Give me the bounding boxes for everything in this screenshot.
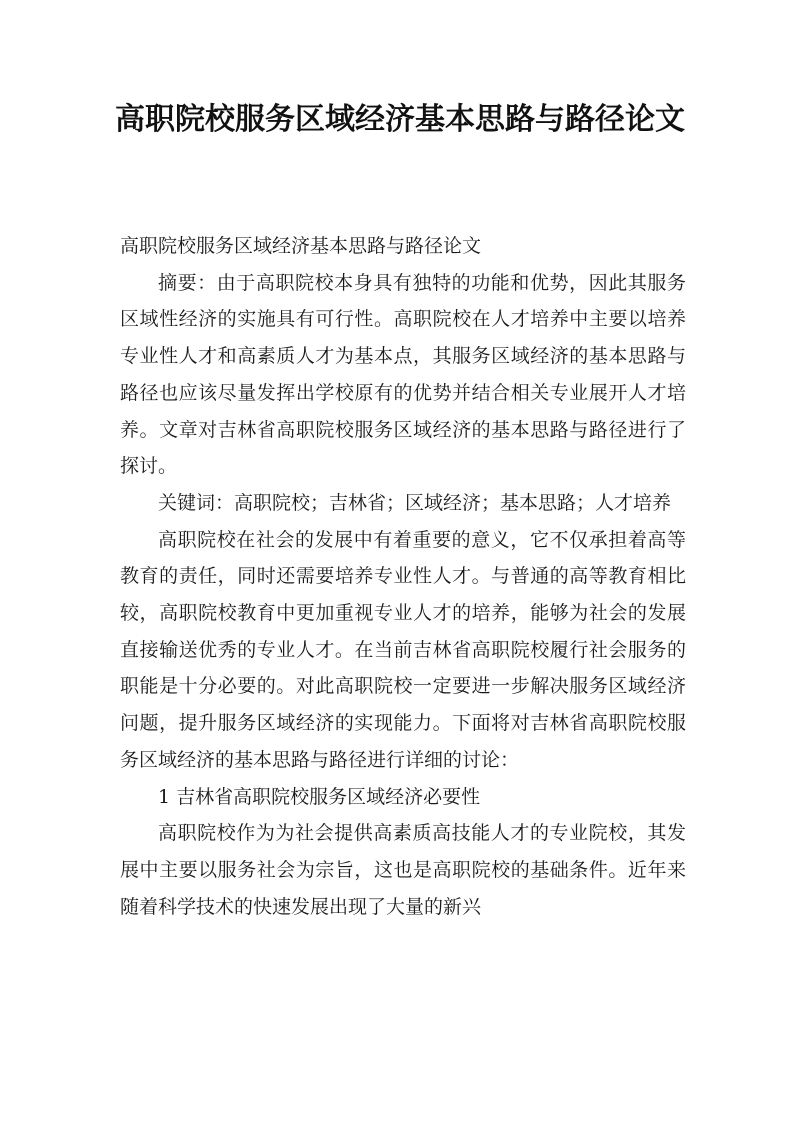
document-subtitle: 高职院校服务区域经济基本思路与路径论文 xyxy=(120,235,482,257)
keywords-paragraph: 关键词：高职院校；吉林省；区域经济；基本思路；人才培养 xyxy=(158,491,672,514)
abstract-paragraph: 摘要：由于高职院校本身具有独特的功能和优势，因此其服务区域性经济的实施具有可行性。高职院校在人才培养中主要以培养专业性人才和高素质人才为基本点，其服务区域经济的基本思路与路径也应该尽量发挥出学校原有的优势并结合相关专业展开人才培养。文章对吉林省高职院校服务区域经济的基本思路与路径进行了探讨。 xyxy=(120,271,686,478)
section-heading: 1 吉林省高职院校服务区域经济必要性 xyxy=(158,785,481,808)
intro-paragraph: 高职院校在社会的发展中有着重要的意义，它不仅承担着高等教育的责任，同时还需要培养专业性人才。与普通的高等教育相比较，高职院校教育中更加重视专业人才的培养，能够为社会的发展直接输送优秀的专业人才。在当前吉林省高职院校履行社会服务的职能是十分必要的。对此高职院校一定要进一步解决服务区域经济问题，提升服务区域经济的实现能力。下面将对吉林省高职院校服务区域经济的基本思路与路径进行详细的讨论： xyxy=(120,528,686,771)
section-paragraph: 高职院校作为为社会提供高素质高技能人才的专业院校，其发展中主要以服务社会为宗旨，这也是高职院校的基础条件。近年来随着科学技术的快速发展出现了大量的新兴 xyxy=(120,822,686,918)
document-title: 高职院校服务区域经济基本思路与路径论文 xyxy=(115,102,685,137)
document-body xyxy=(120,228,686,925)
